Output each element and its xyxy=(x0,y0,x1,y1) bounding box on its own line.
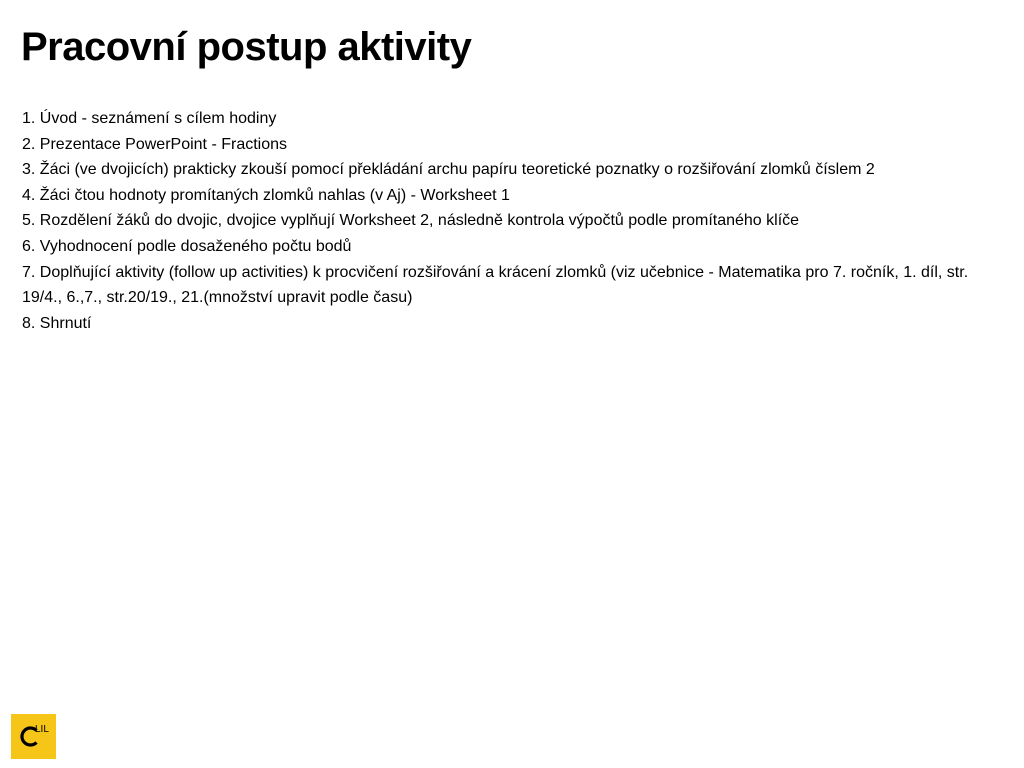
activity-steps-list xyxy=(22,106,997,336)
logo-text: LIL xyxy=(35,724,49,735)
step-item: 5. Rozdělení žáků do dvojic, dvojice vyplňují Worksheet 2, následně kontrola výpočtů podle promítaného klíče xyxy=(22,212,800,230)
step-item: 2. Prezentace PowerPoint - Fractions xyxy=(22,135,288,153)
step-item: 1. Úvod - seznámení s cílem hodiny xyxy=(22,110,277,127)
step-item: 8. Shrnutí xyxy=(22,314,92,332)
c-ring-icon xyxy=(11,714,56,759)
clil-logo xyxy=(11,714,56,759)
step-item: 6. Vyhodnocení podle dosaženého počtu bodů xyxy=(22,237,352,255)
slide-title: Pracovní postup aktivity xyxy=(21,25,472,69)
step-item: 7. Doplňující aktivity (follow up activities) k procvičení rozšiřování a krácení zlomků (viz učebnice - Matematika pro 7. ročník, 1. díl, str. 19/4., 6.,7., str.20/19., 21.(množství upravit podle času) xyxy=(22,263,969,307)
step-item: 3. Žáci (ve dvojicích) prakticky zkouší pomocí překládání archu papíru teoretické poznatky o rozšiřování zlomků číslem 2 xyxy=(22,161,875,179)
step-item: 4. Žáci čtou hodnoty promítaných zlomků nahlas (v Aj) - Worksheet 1 xyxy=(22,186,510,204)
